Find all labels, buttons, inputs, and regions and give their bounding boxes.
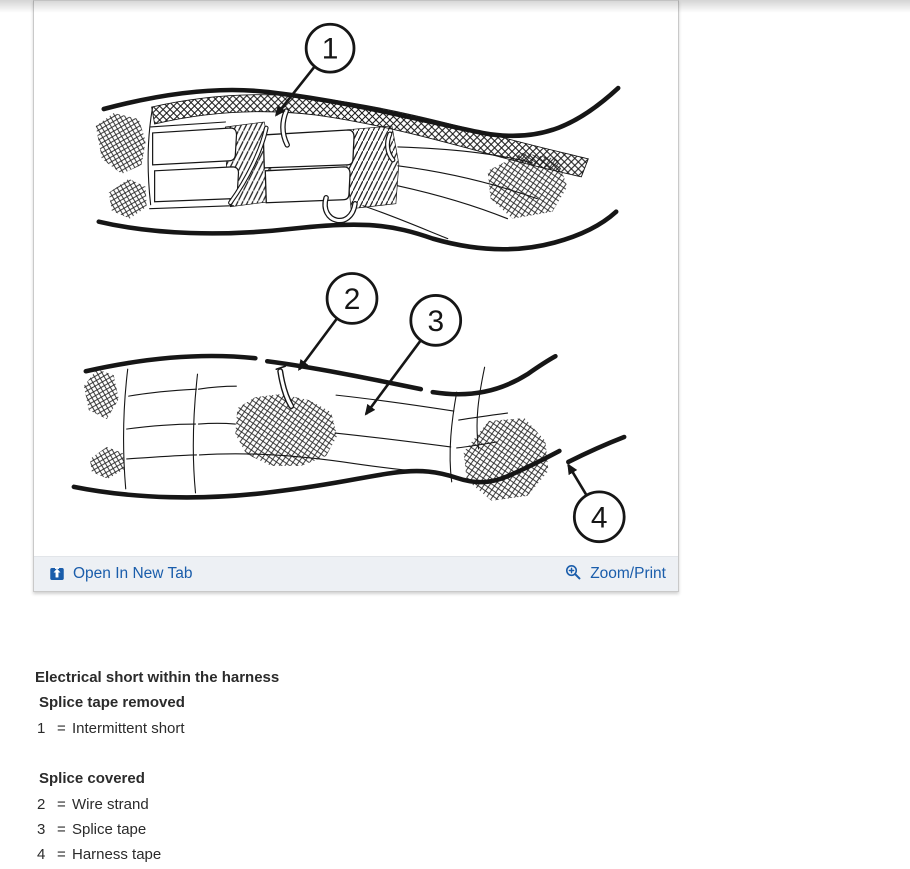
- harness-diagram-image: [34, 1, 678, 556]
- legend-item: [37, 792, 279, 817]
- fray-patch: [84, 369, 119, 419]
- equals-sign: =: [57, 821, 66, 839]
- legend-item: [37, 716, 279, 741]
- legend-title: Electrical short within the harness: [35, 669, 280, 686]
- fray-patch: [96, 113, 146, 174]
- open-in-new-tab-link[interactable]: [48, 565, 192, 583]
- callout-2-label: 2: [343, 282, 361, 316]
- callout-number: 1: [37, 719, 46, 737]
- callout-number: 4: [37, 846, 46, 864]
- splice-block: [265, 167, 350, 203]
- callout-description: Harness tape: [72, 846, 162, 864]
- legend-item: [37, 842, 279, 867]
- legend-item: [37, 817, 279, 842]
- harness-tape-patch: [464, 418, 549, 501]
- callout-4-label: 4: [590, 501, 608, 535]
- equals-sign: =: [57, 846, 66, 864]
- callout-2-arrow: [299, 318, 337, 369]
- harness-top-edge: [86, 356, 255, 371]
- legend-section-heading: Splice covered: [39, 770, 145, 788]
- legend-section-heading: Splice tape removed: [39, 694, 185, 712]
- callout-4: [568, 465, 624, 542]
- callout-3-label: 3: [427, 304, 445, 338]
- legend-section-splice-covered: [35, 766, 279, 868]
- callout-description: Wire strand: [72, 795, 149, 813]
- legend-section-splice-tape-removed: [35, 690, 279, 741]
- open-in-new-tab-label: Open In New Tab: [73, 565, 193, 582]
- callout-description: Intermittent short: [72, 719, 185, 737]
- open-in-new-tab-icon[interactable]: [48, 565, 66, 583]
- callout-3: [366, 295, 461, 414]
- figure-legend: [35, 665, 279, 868]
- wire-tube: [153, 128, 237, 165]
- callout-3-arrow: [366, 340, 421, 414]
- top-harness-drawing: [96, 88, 618, 249]
- viewer-footer-bar: [34, 556, 678, 591]
- harness-tape-end: [568, 437, 624, 462]
- harness-bottom-edge: [99, 212, 616, 250]
- callout-2: [299, 274, 377, 370]
- callout-number: 2: [37, 795, 46, 813]
- callout-description: Splice tape: [72, 821, 147, 839]
- wire-tube: [155, 167, 239, 202]
- equals-sign: =: [57, 719, 66, 737]
- harness-diagram: [34, 1, 678, 556]
- bottom-harness-drawing: [74, 356, 624, 501]
- image-viewer-panel: [33, 0, 679, 592]
- splice-tape-patch: [235, 394, 337, 466]
- fray-patch: [90, 447, 125, 479]
- splice-block: [263, 130, 354, 168]
- magnifier-plus-icon[interactable]: [564, 563, 583, 582]
- equals-sign: =: [57, 795, 66, 813]
- fray-patch: [109, 179, 147, 219]
- callout-1-label: 1: [321, 32, 339, 66]
- zoom-print-link[interactable]: [564, 565, 666, 583]
- callout-4-arrow: [568, 465, 586, 495]
- callout-number: 3: [37, 821, 46, 839]
- zoom-print-label: Zoom/Print: [590, 565, 666, 582]
